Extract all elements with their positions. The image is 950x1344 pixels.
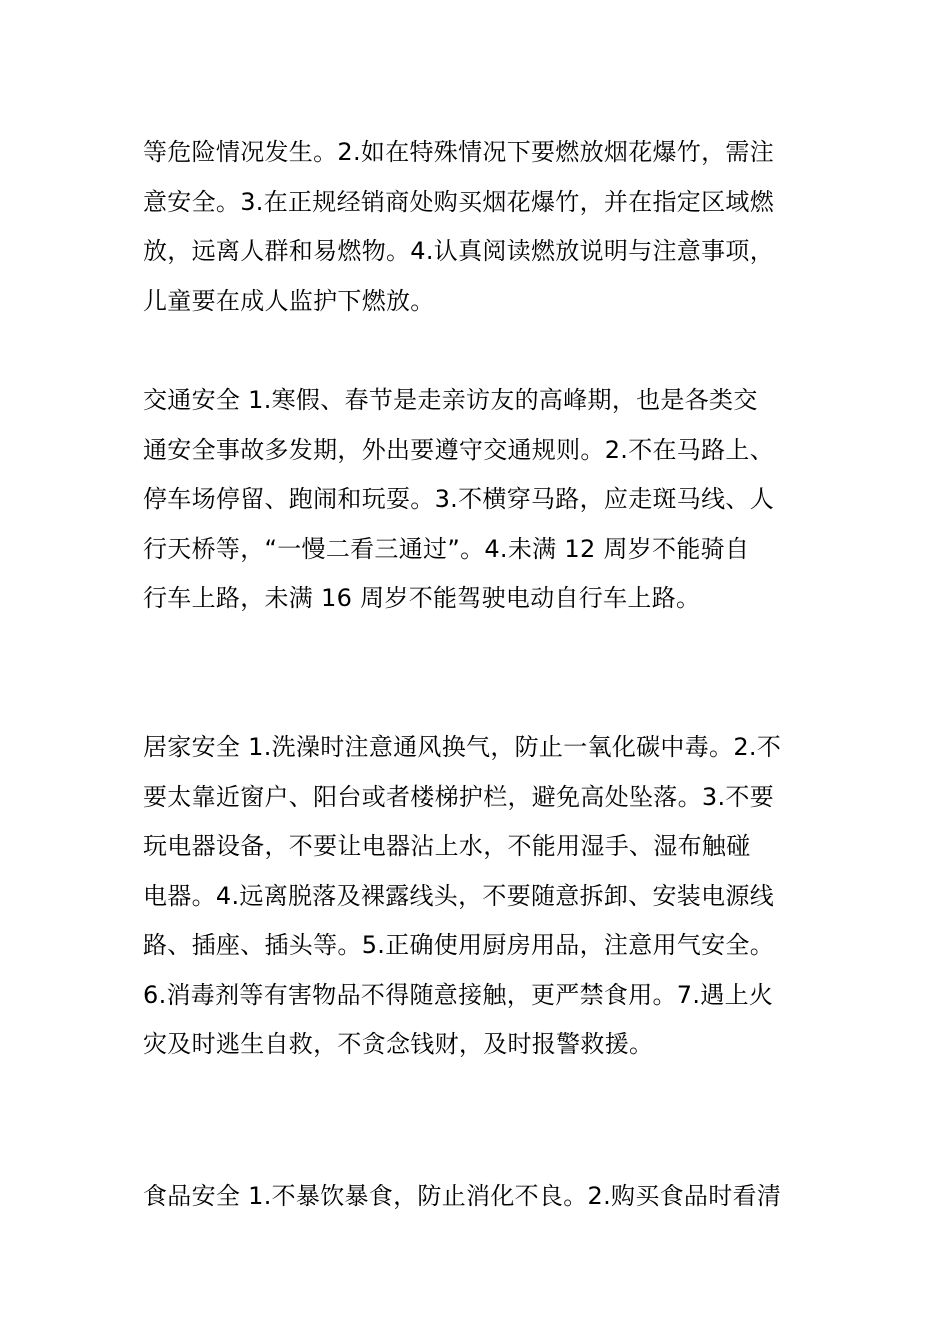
paragraph-home-safety: 居家安全 1.洗澡时注意通风换气，防止一氧化碳中毒。2.不 要太靠近窗户、阳台或者楼梯护栏，避免高处坠落。3.不要 玩电器设备，不要让电器沾上水，不能用湿手、湿布触碰 电器。4.远离脱落及裸露线头，不要随意拆卸、安装电源线 路、插座、插头等。5.正确使用厨房用品，注意用气安全。 6.消毒剂等有害物品不得随意接触，更严禁食用。7.遇上火 灾及时逃生自救，不贪念钱财，及时报警救援。	[143, 733, 782, 1058]
paragraph-food-safety: 食品安全 1.不暴饮暴食，防止消化不良。2.购买食品时看清	[143, 1182, 782, 1210]
paragraph-traffic-safety: 交通安全 1.寒假、春节是走亲访友的高峰期，也是各类交 通安全事故多发期，外出要遵守交通规则。2.不在马路上、 停车场停留、跑闹和玩耍。3.不横穿马路，应走斑马线、人 行天桥等，“一慢二看三通过”。4.未满 12 周岁不能骑自 行车上路，未满 16 周岁不能驾驶电动自行车上路。	[143, 386, 774, 612]
paragraph-fireworks-safety: 等危险情况发生。2.如在特殊情况下要燃放烟花爆竹，需注 意安全。3.在正规经销商处购买烟花爆竹，并在指定区域燃 放，远离人群和易燃物。4.认真阅读燃放说明与注意事项， 儿童要在成人监护下燃放。	[143, 138, 774, 315]
